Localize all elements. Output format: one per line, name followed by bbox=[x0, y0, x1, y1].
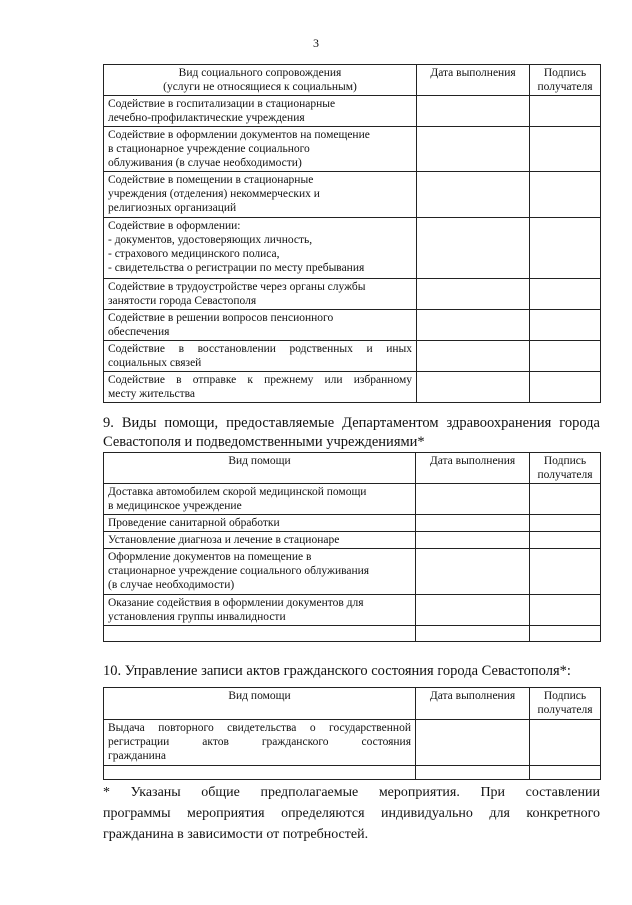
signature-cell[interactable] bbox=[530, 484, 601, 515]
row-description bbox=[104, 372, 417, 403]
row-description bbox=[104, 720, 416, 766]
text-line: - страхового медицинского полиса, bbox=[108, 248, 280, 260]
date-cell[interactable] bbox=[417, 96, 530, 127]
date-cell[interactable] bbox=[417, 172, 530, 218]
table-row bbox=[104, 341, 601, 372]
text-line: получателя bbox=[537, 469, 593, 481]
text-line: Содействие в восстановлении родственных и иных bbox=[108, 343, 412, 355]
text-line: Содействие в оформлении документов на помещение bbox=[108, 129, 370, 141]
date-cell[interactable] bbox=[416, 549, 530, 595]
table-row bbox=[104, 532, 601, 549]
text-line: стационарное учреждение социального облуживания bbox=[108, 565, 370, 577]
text-line: Содействие в трудоустройстве через органы службы bbox=[108, 281, 366, 293]
text-line: месту жительства bbox=[108, 388, 195, 400]
column-header-date bbox=[417, 65, 530, 96]
column-header-support-type bbox=[104, 65, 417, 96]
text-line: Выдача повторного свидетельства о государственной bbox=[108, 722, 411, 734]
text-line: (в случае необходимости) bbox=[108, 579, 235, 591]
date-cell[interactable] bbox=[417, 279, 530, 310]
text-line: Содействие в оформлении: bbox=[108, 220, 241, 232]
signature-cell[interactable] bbox=[530, 766, 601, 780]
date-cell[interactable] bbox=[417, 310, 530, 341]
signature-cell[interactable] bbox=[530, 532, 601, 549]
row-description bbox=[104, 626, 416, 642]
text-line: Подпись bbox=[543, 690, 587, 702]
signature-cell[interactable] bbox=[530, 279, 601, 310]
date-cell[interactable] bbox=[416, 626, 530, 642]
date-cell[interactable] bbox=[416, 532, 530, 549]
date-cell[interactable] bbox=[416, 484, 530, 515]
text-line: облуживания (в случае необходимости) bbox=[108, 157, 302, 169]
text-line: получателя bbox=[537, 81, 593, 93]
table-row bbox=[104, 515, 601, 532]
row-description bbox=[104, 218, 417, 279]
signature-cell[interactable] bbox=[530, 96, 601, 127]
date-cell[interactable] bbox=[416, 595, 530, 626]
row-description bbox=[104, 484, 416, 515]
date-cell[interactable] bbox=[417, 127, 530, 172]
text-line: (услуги не относящиеся к социальным) bbox=[163, 81, 357, 93]
column-header-help-type bbox=[104, 453, 416, 484]
signature-cell[interactable] bbox=[530, 372, 601, 403]
column-header-signature bbox=[530, 688, 601, 720]
signature-cell[interactable] bbox=[530, 172, 601, 218]
text-line: Содействие в отправке к прежнему или избранному bbox=[108, 374, 412, 386]
footnote bbox=[103, 782, 600, 845]
table-row bbox=[104, 172, 601, 218]
row-description bbox=[104, 549, 416, 595]
row-description bbox=[104, 96, 417, 127]
text-line: Вид социального сопровождения bbox=[178, 67, 342, 79]
text-line: Подпись bbox=[543, 455, 587, 467]
signature-cell[interactable] bbox=[530, 310, 601, 341]
date-cell[interactable] bbox=[416, 515, 530, 532]
table-row bbox=[104, 766, 601, 780]
text-line: установления группы инвалидности bbox=[108, 611, 286, 623]
table-row bbox=[104, 720, 601, 766]
signature-cell[interactable] bbox=[530, 341, 601, 372]
text-line: занятости города Севастополя bbox=[108, 295, 257, 307]
column-header-date bbox=[416, 688, 530, 720]
text-line: Доставка автомобилем скорой медицинской помощи bbox=[108, 486, 367, 498]
row-description bbox=[104, 766, 416, 780]
row-description bbox=[104, 595, 416, 626]
text-line: Дата выполнения bbox=[429, 690, 516, 702]
row-description bbox=[104, 310, 417, 341]
page-number: 3 bbox=[313, 36, 319, 50]
text-line: Дата выполнения bbox=[429, 455, 516, 467]
footnote-line1: * Указаны общие предполагаемые мероприятия. При составлении bbox=[103, 785, 600, 800]
text-line: в стационарное учреждение социального bbox=[108, 143, 310, 155]
text-line: гражданина bbox=[108, 750, 167, 762]
table-row bbox=[104, 372, 601, 403]
column-header-signature bbox=[530, 65, 601, 96]
table-row bbox=[104, 127, 601, 172]
signature-cell[interactable] bbox=[530, 595, 601, 626]
social-support-table bbox=[103, 64, 601, 403]
table-row bbox=[104, 484, 601, 515]
civil-registry-table bbox=[103, 687, 601, 780]
text-line: регистрации актов гражданского состояния bbox=[108, 736, 411, 748]
text-line: социальных связей bbox=[108, 357, 202, 369]
table-row bbox=[104, 279, 601, 310]
row-description bbox=[104, 279, 417, 310]
row-description bbox=[104, 515, 416, 532]
signature-cell[interactable] bbox=[530, 127, 601, 172]
table-row bbox=[104, 626, 601, 642]
row-description bbox=[104, 341, 417, 372]
text-line: Подпись bbox=[543, 67, 587, 79]
text-line: Проведение санитарной обработки bbox=[108, 517, 280, 529]
text-line: - документов, удостоверяющих личность, bbox=[108, 234, 313, 246]
row-description bbox=[104, 532, 416, 549]
table-row bbox=[104, 96, 601, 127]
text-line: обеспечения bbox=[108, 326, 170, 338]
column-header-date bbox=[416, 453, 530, 484]
signature-cell[interactable] bbox=[530, 720, 601, 766]
column-header-signature bbox=[530, 453, 601, 484]
text-line: Содействие в госпитализации в стационарные bbox=[108, 98, 336, 110]
table-row bbox=[104, 218, 601, 279]
date-cell[interactable] bbox=[417, 372, 530, 403]
text-line: Содействие в помещении в стационарные bbox=[108, 174, 314, 186]
table-row bbox=[104, 549, 601, 595]
signature-cell[interactable] bbox=[530, 515, 601, 532]
signature-cell[interactable] bbox=[530, 549, 601, 595]
section-9-heading-line1: 9. Виды помощи, предоставляемые Департаментом здравоохранения города bbox=[103, 415, 600, 431]
date-cell[interactable] bbox=[417, 341, 530, 372]
table-row bbox=[104, 310, 601, 341]
health-department-table bbox=[103, 452, 601, 642]
text-line: Установление диагноза и лечение в стационаре bbox=[108, 534, 340, 546]
text-line: Вид помощи bbox=[228, 690, 291, 702]
text-line: Дата выполнения bbox=[430, 67, 516, 79]
section-9-heading-line2: Севастополя и подведомственными учреждениями* bbox=[103, 434, 425, 450]
text-line: Оказание содействия в оформлении документов для bbox=[108, 597, 364, 609]
column-header-help-type bbox=[104, 688, 416, 720]
text-line: в медицинское учреждение bbox=[108, 500, 242, 512]
text-line: Оформление документов на помещение в bbox=[108, 551, 312, 563]
footnote-line2: программы мероприятия определяются индивидуально для конкретного bbox=[103, 806, 600, 821]
date-cell[interactable] bbox=[416, 720, 530, 766]
footnote-line3: гражданина в зависимости от потребностей. bbox=[103, 827, 369, 842]
text-line: религиозных организаций bbox=[108, 202, 237, 214]
text-line: - свидетельства о регистрации по месту пребывания bbox=[108, 262, 365, 274]
text-line: Содействие в решении вопросов пенсионного bbox=[108, 312, 334, 324]
date-cell[interactable] bbox=[416, 766, 530, 780]
section-9-heading bbox=[103, 414, 600, 452]
signature-cell[interactable] bbox=[530, 218, 601, 279]
text-line: получателя bbox=[537, 704, 593, 716]
table-row bbox=[104, 595, 601, 626]
text-line: Вид помощи bbox=[228, 455, 291, 467]
section-10-heading: 10. Управление записи актов гражданского состояния города Севастополя*: bbox=[103, 663, 571, 679]
row-description bbox=[104, 172, 417, 218]
text-line: учреждения (отделения) некоммерческих и bbox=[108, 188, 320, 200]
text-line: лечебно-профилактические учреждения bbox=[108, 112, 305, 124]
row-description bbox=[104, 127, 417, 172]
signature-cell[interactable] bbox=[530, 626, 601, 642]
date-cell[interactable] bbox=[417, 218, 530, 279]
